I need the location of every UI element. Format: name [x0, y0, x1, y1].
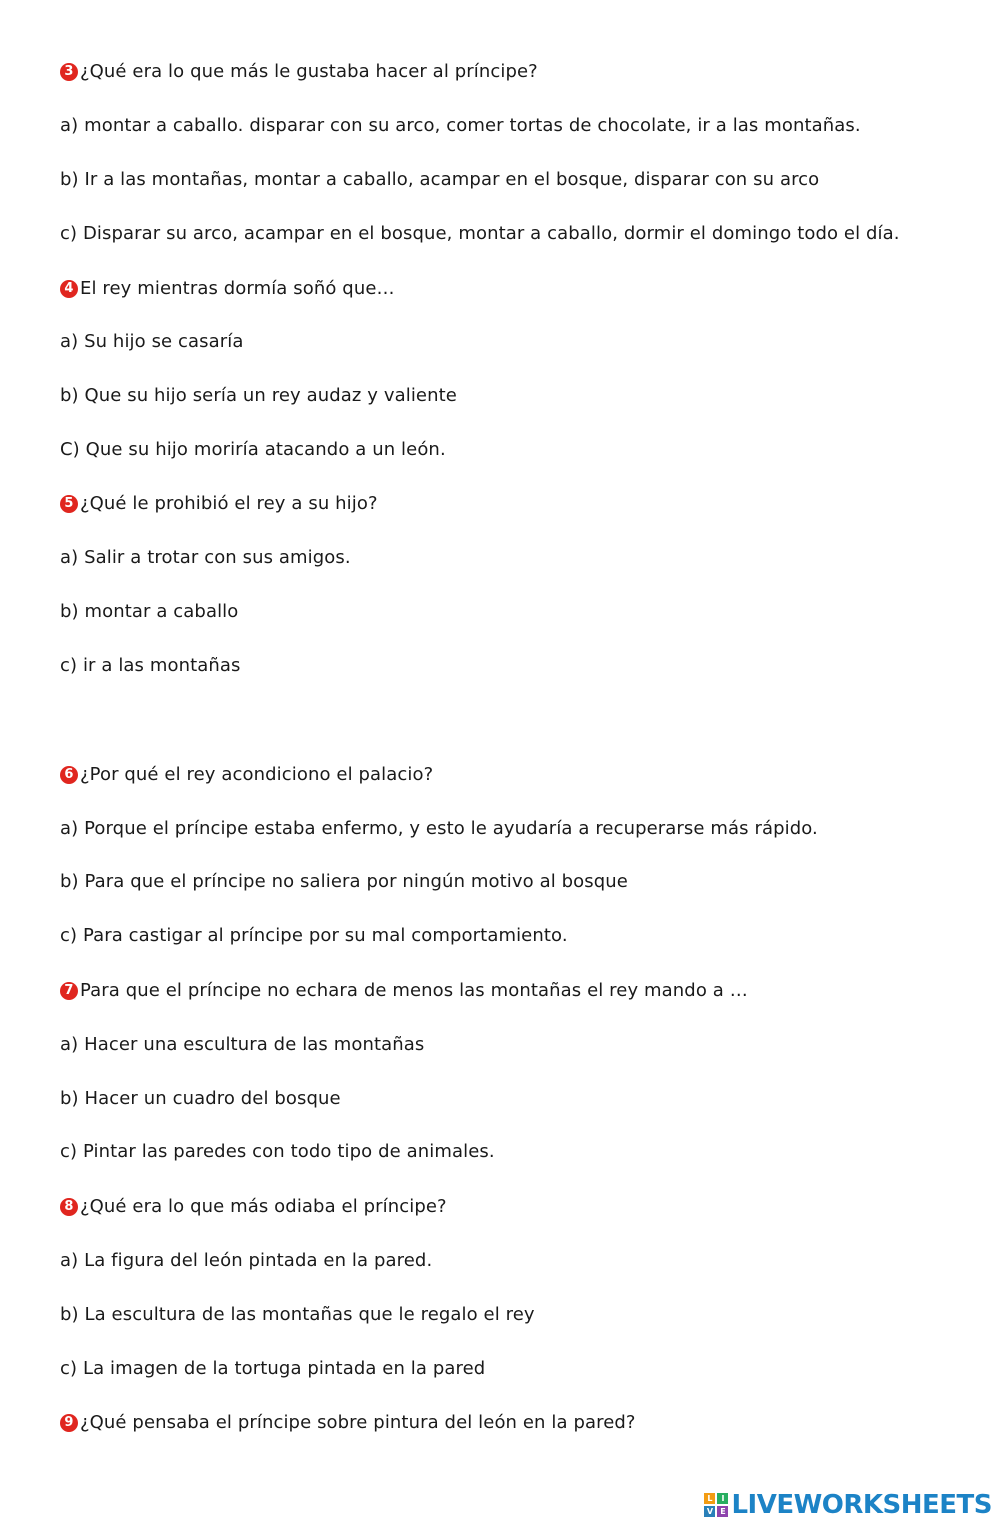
option: a) Porque el príncipe estaba enfermo, y esto le ayudaría a recuperarse más rápido. — [60, 818, 818, 839]
brand-name: LIVEWORKSHEETS — [731, 1490, 992, 1520]
logo-tile: V — [704, 1506, 715, 1517]
option: c) La imagen de la tortuga pintada en la pared — [60, 1358, 486, 1379]
question-9 — [60, 1411, 636, 1435]
option: b) Hacer un cuadro del bosque — [60, 1088, 341, 1109]
question-text: ¿Qué pensaba el príncipe sobre pintura del león en la pared? — [80, 1412, 636, 1433]
question-text: El rey mientras dormía soñó que… — [80, 278, 395, 299]
option: a) montar a caballo. disparar con su arco, comer tortas de chocolate, ir a las montañas. — [60, 115, 861, 136]
option: c) ir a las montañas — [60, 655, 241, 676]
question-number-badge: 8 — [60, 1198, 78, 1216]
question-text: Para que el príncipe no echara de menos las montañas el rey mando a … — [80, 980, 748, 1001]
option: b) Ir a las montañas, montar a caballo, acampar en el bosque, disparar con su arco — [60, 169, 820, 190]
option: c) Para castigar al príncipe por su mal comportamiento. — [60, 925, 568, 946]
option: a) La figura del león pintada en la pared. — [60, 1250, 433, 1271]
question-number-badge: 4 — [60, 280, 78, 298]
option: a) Su hijo se casaría — [60, 331, 244, 352]
question-number-badge: 6 — [60, 766, 78, 784]
option: c) Disparar su arco, acampar en el bosque, montar a caballo, dormir el domingo todo el día. — [60, 223, 900, 244]
option: C) Que su hijo moriría atacando a un león. — [60, 439, 446, 460]
logo-tile: I — [717, 1493, 728, 1504]
question-number-badge: 9 — [60, 1414, 78, 1432]
question-text: ¿Qué era lo que más odiaba el príncipe? — [80, 1196, 447, 1217]
question-6 — [60, 763, 433, 787]
question-number-badge: 3 — [60, 63, 78, 81]
liveworksheets-logo[interactable] — [704, 1488, 992, 1522]
option: a) Salir a trotar con sus amigos. — [60, 547, 351, 568]
question-8 — [60, 1195, 447, 1219]
question-text: ¿Qué era lo que más le gustaba hacer al príncipe? — [80, 61, 538, 82]
option: c) Pintar las paredes con todo tipo de animales. — [60, 1141, 495, 1162]
question-number-badge: 7 — [60, 982, 78, 1000]
question-text: ¿Por qué el rey acondiciono el palacio? — [80, 764, 434, 785]
liveworksheets-icon — [704, 1493, 728, 1517]
option: b) Para que el príncipe no saliera por ningún motivo al bosque — [60, 871, 628, 892]
question-5 — [60, 492, 378, 516]
logo-tile: E — [717, 1506, 728, 1517]
logo-tile: L — [704, 1493, 715, 1504]
option: a) Hacer una escultura de las montañas — [60, 1034, 425, 1055]
option: b) Que su hijo sería un rey audaz y valiente — [60, 385, 457, 406]
question-number-badge: 5 — [60, 495, 78, 513]
option: b) montar a caballo — [60, 601, 239, 622]
question-text: ¿Qué le prohibió el rey a su hijo? — [80, 493, 378, 514]
question-7 — [60, 979, 748, 1003]
question-4 — [60, 277, 395, 301]
question-3 — [60, 60, 538, 84]
option: b) La escultura de las montañas que le regalo el rey — [60, 1304, 535, 1325]
